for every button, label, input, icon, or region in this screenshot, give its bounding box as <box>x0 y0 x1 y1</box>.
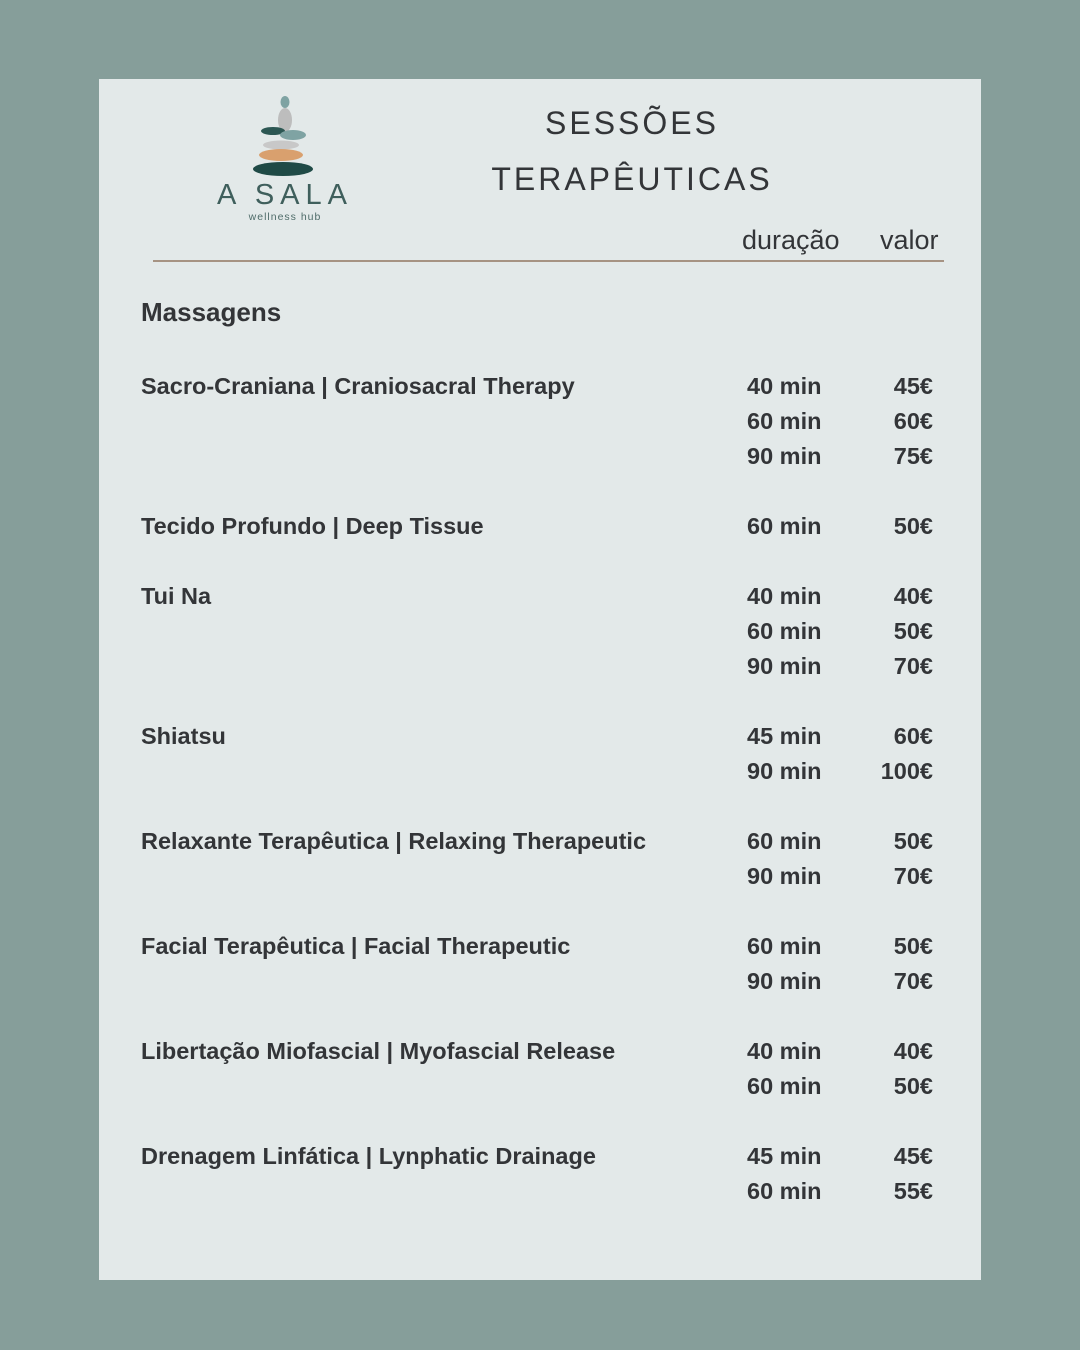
service-duration: 60 min <box>747 1073 822 1099</box>
service-price: 50€ <box>893 1073 933 1099</box>
service-duration: 90 min <box>747 653 822 679</box>
service-duration: 60 min <box>747 513 822 539</box>
service-name: Drenagem Linfática | Lynphatic Drainage <box>141 1143 596 1169</box>
service-duration: 60 min <box>747 618 822 644</box>
service-price: 50€ <box>893 828 933 854</box>
service-price: 60€ <box>893 408 933 434</box>
service-name: Libertação Miofascial | Myofascial Release <box>141 1038 616 1064</box>
service-price: 60€ <box>893 723 933 749</box>
header-divider <box>153 260 944 262</box>
service-price: 55€ <box>893 1178 933 1204</box>
service-duration: 40 min <box>747 1038 822 1064</box>
logo <box>215 93 355 223</box>
service-name: Sacro-Craniana | Craniosacral Therapy <box>141 373 575 399</box>
service-price: 70€ <box>893 863 933 889</box>
service-price: 50€ <box>893 933 933 959</box>
service-price: 50€ <box>893 618 933 644</box>
service-price: 40€ <box>893 583 933 609</box>
service-name: Relaxante Terapêutica | Relaxing Therapeutic <box>141 828 647 854</box>
service-price: 50€ <box>893 513 933 539</box>
service-price: 70€ <box>893 968 933 994</box>
column-header-duration: duração <box>742 225 840 255</box>
service-duration: 60 min <box>747 408 822 434</box>
service-price: 75€ <box>893 443 933 469</box>
service-name: Tui Na <box>141 583 212 609</box>
service-price: 45€ <box>893 1143 933 1169</box>
service-duration: 90 min <box>747 443 822 469</box>
service-name: Tecido Profundo | Deep Tissue <box>141 513 484 539</box>
service-duration: 60 min <box>747 933 822 959</box>
service-price: 70€ <box>893 653 933 679</box>
service-duration: 40 min <box>747 373 822 399</box>
column-header-price: valor <box>880 225 939 255</box>
page-title-line1: SESSÕES <box>545 105 719 141</box>
service-name: Facial Terapêutica | Facial Therapeutic <box>141 933 571 959</box>
page-title-line2: TERAPÊUTICAS <box>491 161 773 197</box>
service-price: 45€ <box>893 373 933 399</box>
section-title: Massagens <box>141 297 282 327</box>
stacked-stones-meditation-icon <box>245 93 325 179</box>
service-duration: 60 min <box>747 828 822 854</box>
logo-name: A SALA <box>217 179 353 211</box>
service-duration: 45 min <box>747 723 822 749</box>
service-duration: 60 min <box>747 1178 822 1204</box>
price-card <box>99 79 981 1280</box>
service-duration: 90 min <box>747 863 822 889</box>
service-duration: 40 min <box>747 583 822 609</box>
service-price: 40€ <box>893 1038 933 1064</box>
logo-tagline: wellness hub <box>248 211 322 223</box>
service-name: Shiatsu <box>141 723 226 749</box>
service-duration: 45 min <box>747 1143 822 1169</box>
service-duration: 90 min <box>747 968 822 994</box>
service-duration: 90 min <box>747 758 822 784</box>
service-price: 100€ <box>880 758 933 784</box>
